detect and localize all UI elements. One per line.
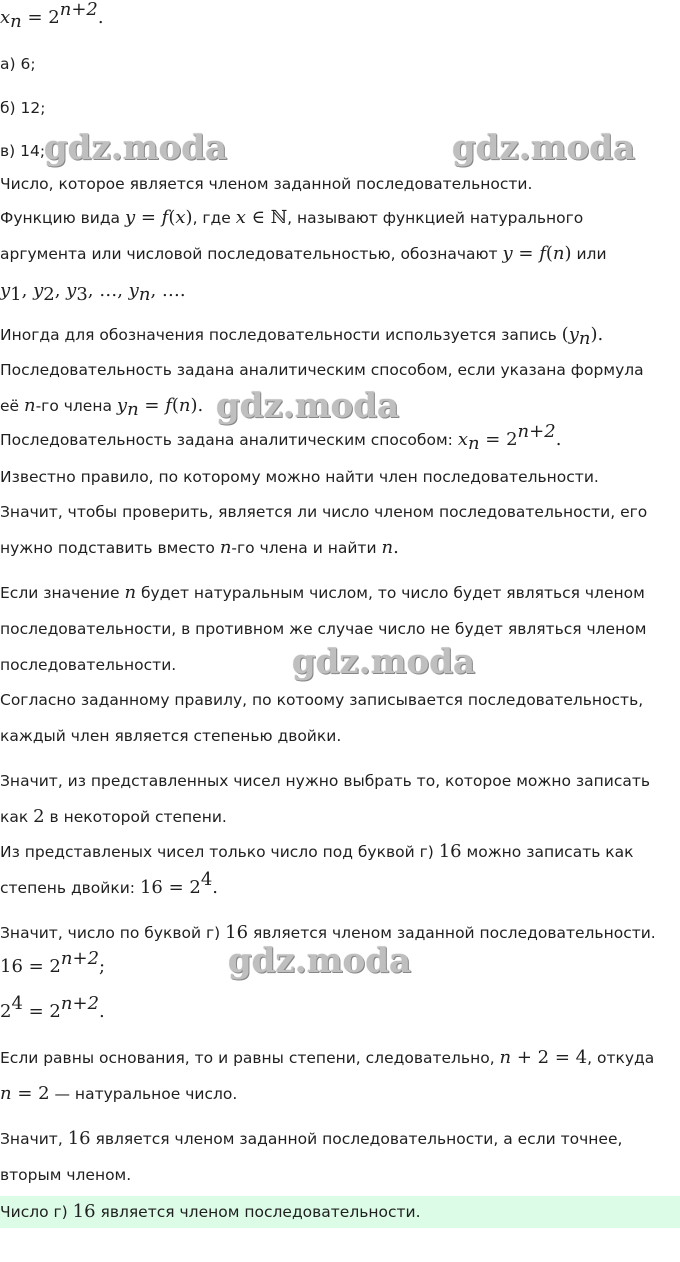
solution-line-7: последовательности. xyxy=(0,656,177,674)
option-a: а) 6; xyxy=(0,55,36,73)
watermark-logo: gdz.moda xyxy=(44,128,228,168)
solution-line-11: как 2 в некоторой степени. xyxy=(0,806,227,827)
watermark-logo: gdz.moda xyxy=(228,941,412,981)
theory-line-4: Иногда для обозначения последовательности используется запись $(y_n)$. xyxy=(0,324,604,349)
theory-line-6: её n-го члена $y_n = f(n)$. xyxy=(0,395,204,420)
question-text: Число, которое является членом заданной последовательности. xyxy=(0,175,533,193)
equation-2: $2^4 = 2^{n+2}$. xyxy=(0,993,105,1022)
theory-line-1: Функцию вида y = f(x), где x ∈ ℕ, называют функцией натурального xyxy=(0,207,584,228)
solution-line-16: n = 2 — натуральное число. xyxy=(0,1083,238,1104)
option-b: б) 12; xyxy=(0,99,46,117)
solution-line-5: Если значение n будет натуральным числом, то число будет являться членом xyxy=(0,582,645,603)
answer-box xyxy=(0,1196,680,1228)
solution-line-18: вторым членом. xyxy=(0,1166,132,1184)
solution-line-13: степень двойки: $16 = 2^4$. xyxy=(0,869,219,898)
watermark-logo: gdz.moda xyxy=(292,642,476,682)
watermark-logo: gdz.moda xyxy=(216,386,400,426)
solution-line-8: Согласно заданному правилу, по котоому записывается последовательность, xyxy=(0,691,644,709)
watermark-logo: gdz.moda xyxy=(452,128,636,168)
equation-1: $16 = 2^{n+2}$; xyxy=(0,948,106,977)
solution-line-17: Значит, 16 является членом заданной последовательности, а если точнее, xyxy=(0,1128,623,1149)
solution-line-10: Значит, из представленных чисел нужно выбрать то, которое можно записать xyxy=(0,772,651,790)
solution-line-4: нужно подставить вместо n-го члена и найти n. xyxy=(0,537,399,558)
option-c: в) 14; xyxy=(0,142,46,160)
solution-line-1: Последовательность задана аналитическим способом: $x_n = 2^{n+2}$. xyxy=(0,421,562,454)
theory-line-2: аргумента или числовой последовательностью, обозначают y = f(n) или xyxy=(0,243,607,264)
solution-line-6: последовательности, в противном же случае число не будет являться членом xyxy=(0,620,647,638)
solution-line-15: Если равны основания, то и равны степени, следовательно, n + 2 = 4, откуда xyxy=(0,1047,655,1068)
solution-line-3: Значит, чтобы проверить, является ли число членом последовательности, его xyxy=(0,503,648,521)
solution-line-14: Значит, число по буквой г) 16 является членом заданной последовательности. xyxy=(0,922,656,943)
theory-line-5: Последовательность задана аналитическим способом, если указана формула xyxy=(0,361,644,379)
solution-line-12: Из представленых чисел только число под буквой г) 16 можно записать как xyxy=(0,841,634,862)
solution-line-2: Известно правило, по которому можно найти член последовательности. xyxy=(0,468,599,486)
answer-text: Число г) 16 является членом последовательности. xyxy=(0,1201,421,1222)
theory-line-3: $y_1$, $y_2$, $y_3$, …, $y_n$, …. xyxy=(0,280,186,305)
solution-line-9: каждый член является степенью двойки. xyxy=(0,727,342,745)
given-formula: $x_n = 2^{n+2}$. xyxy=(0,0,104,32)
